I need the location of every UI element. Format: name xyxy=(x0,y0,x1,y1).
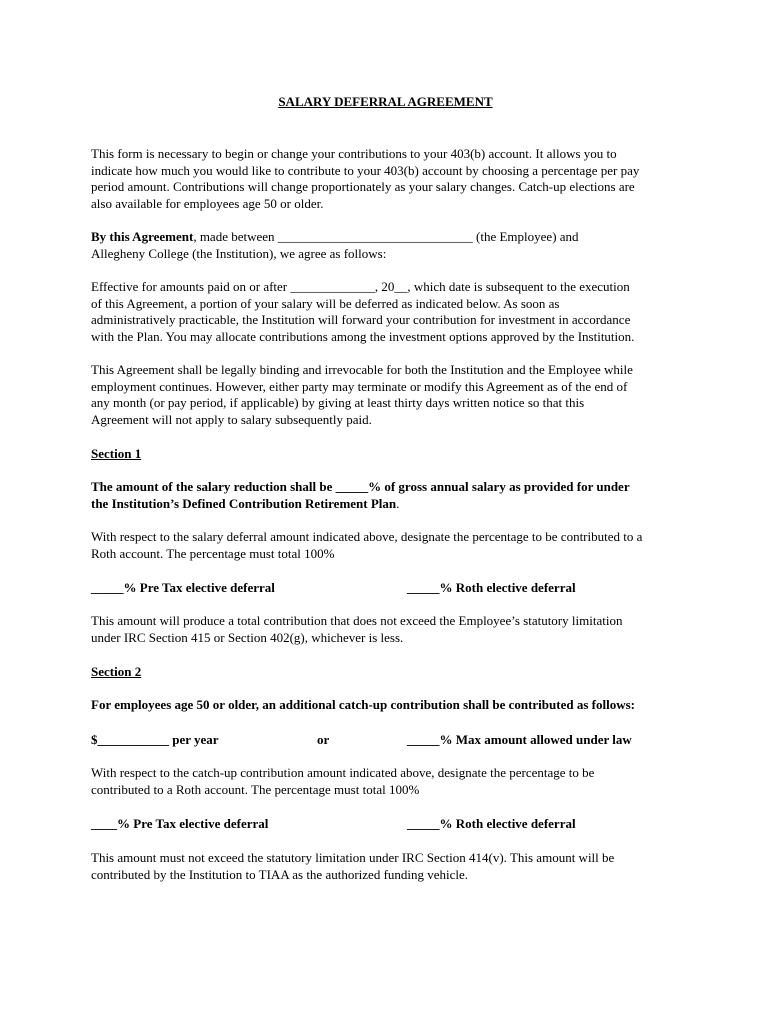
limit-note-line: under IRC Section 415 or Section 402(g), whichever is less. xyxy=(91,629,404,645)
roth-note-line: Roth account. The percentage must total 100% xyxy=(91,545,335,561)
document-title: SALARY DEFERRAL AGREEMENT xyxy=(278,94,493,109)
agreement-line-1 xyxy=(91,229,579,246)
catchup-amount-row xyxy=(91,732,691,749)
intro-line: period amount. Contributions will change proportionately as your salary changes. Catch-up elections are xyxy=(91,179,635,195)
effective-line: of this Agreement, a portion of your salary will be deferred as indicated below. As soon as xyxy=(91,295,560,311)
salary-reduction-line: The amount of the salary reduction shall be _____% of gross annual salary as provided for under xyxy=(91,479,630,494)
roth-deferral-field[interactable]: _____% Roth elective deferral xyxy=(407,580,576,595)
salary-reduction-end: . xyxy=(396,495,400,511)
salary-reduction-line-2 xyxy=(91,496,630,513)
or-label: or xyxy=(317,732,330,747)
intro-line: indicate how much you would like to contribute to your 403(b) account by choosing a percentage per pay xyxy=(91,162,640,178)
limit-note-paragraph xyxy=(91,613,622,646)
section-2-heading: Section 2 xyxy=(91,664,142,679)
intro-line: This form is necessary to begin or change your contributions to your 403(b) account. It allows you to xyxy=(91,146,617,161)
max-allowed-field[interactable]: _____% Max amount allowed under law xyxy=(407,732,632,747)
catchup-limit-note-line: This amount must not exceed the statutory limitation under IRC Section 414(v). This amount will be xyxy=(91,850,615,865)
effective-paragraph xyxy=(91,279,634,345)
catchup-roth-note-line: contributed to a Roth account. The percentage must total 100% xyxy=(91,781,420,797)
binding-line: any month (or pay period, if applicable) by giving at least thirty days written notice so that this xyxy=(91,395,585,411)
section-1-heading: Section 1 xyxy=(91,446,142,461)
salary-reduction-plan: the Institution’s Defined Contribution Retirement Plan xyxy=(91,495,397,511)
roth-note-line: With respect to the salary deferral amount indicated above, designate the percentage to be contributed to a xyxy=(91,529,643,544)
roth-note-paragraph xyxy=(91,529,642,562)
per-year-field[interactable]: $___________ per year xyxy=(91,732,219,747)
salary-reduction-paragraph xyxy=(91,479,630,512)
catchup-roth-note-paragraph xyxy=(91,765,594,798)
section-2-deferral-row xyxy=(91,816,691,833)
binding-line: employment continues. However, either party may terminate or modify this Agreement as of the end of xyxy=(91,378,628,394)
catchup-pretax-deferral-field[interactable]: ____% Pre Tax elective deferral xyxy=(91,816,269,831)
catchup-roth-note-line: With respect to the catch-up contribution amount indicated above, designate the percentage to be xyxy=(91,765,595,780)
intro-line: also available for employees age 50 or older. xyxy=(91,195,324,211)
pretax-deferral-field[interactable]: _____% Pre Tax elective deferral xyxy=(91,580,275,595)
limit-note-line: This amount will produce a total contribution that does not exceed the Employee’s statutory limitation xyxy=(91,613,623,628)
section-1-deferral-row xyxy=(91,580,691,597)
binding-line: This Agreement shall be legally binding and irrevocable for both the Institution and the Employee while xyxy=(91,362,633,377)
effective-line: administratively practicable, the Institution will forward your contribution for investment in accordance xyxy=(91,312,631,328)
agreement-line-2: Allegheny College (the Institution), we agree as follows: xyxy=(91,245,387,261)
agreement-paragraph xyxy=(91,229,579,262)
catchup-roth-deferral-field[interactable]: _____% Roth elective deferral xyxy=(407,816,576,831)
catchup-heading: For employees age 50 or older, an additional catch-up contribution shall be contributed as follows: xyxy=(91,697,635,712)
intro-paragraph xyxy=(91,146,639,212)
binding-line: Agreement will not apply to salary subsequently paid. xyxy=(91,411,372,427)
agreement-line1-rest: , made between ______________________________ (the Employee) and xyxy=(193,229,579,244)
catchup-limit-note-line: contributed by the Institution to TIAA as the authorized funding vehicle. xyxy=(91,866,469,882)
effective-line: Effective for amounts paid on or after _____________, 20__, which date is subsequent to the execution xyxy=(91,279,630,294)
effective-line: with the Plan. You may allocate contributions among the investment options approved by the Institution. xyxy=(91,328,635,344)
binding-paragraph xyxy=(91,362,633,428)
agreement-lead: By this Agreement xyxy=(91,229,194,244)
catchup-limit-note-paragraph xyxy=(91,850,614,883)
